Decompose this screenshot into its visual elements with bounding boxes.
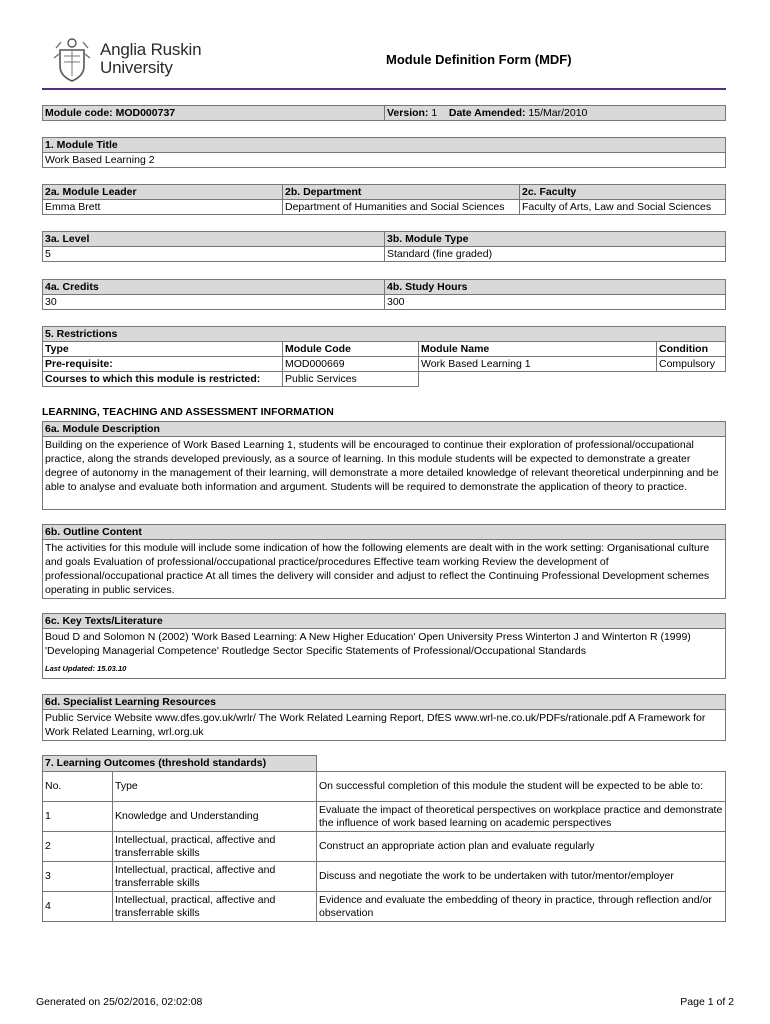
department-value: Department of Humanities and Social Sciences [283,200,520,215]
module-title-heading: 1. Module Title [43,138,726,153]
lo-col-no: No. [43,772,113,802]
module-description-text: Building on the experience of Work Based Learning 1, students will be encouraged to continue their exploration of professional/occupational practice, along the strands developed previously, as a source of learning. In this module students will be expected to demonstrate a greater degree of autonomy in the management of their learning, will demonstrate a more detailed knowledge of relevant theoretical underpinning and be able to analyse and evaluate both information and argument. Students will be required to demonstrate the application of theory to practice. [42,437,726,510]
form-title: Module Definition Form (MDF) [386,52,572,67]
prerequisite-name: Work Based Learning 1 [419,357,657,372]
courses-restricted-label: Courses to which this module is restricted: [43,372,283,387]
learning-resources-heading: 6d. Specialist Learning Resources [42,694,726,710]
restrictions-block [42,326,726,387]
header-divider [42,88,726,90]
table-row [43,862,726,892]
key-texts-block [42,613,726,679]
lo-type: Intellectual, practical, affective and transferrable skills [113,892,317,922]
learning-resources-block [42,694,726,741]
lta-section-title: LEARNING, TEACHING AND ASSESSMENT INFORMATION [42,406,334,418]
module-info-block [42,105,726,121]
page-number: Page 1 of 2 [680,996,734,1008]
version-label: Version: [387,107,429,119]
learning-outcomes-block [42,755,726,922]
outline-content-text: The activities for this module will include some indication of how the following elements are dealt with in the work setting: Organisational culture and goals Evaluation of professional/occupational practice/procedures Effective team working Review the development of professional/occupational practice At all times the delivery will consider and adjust to reflect the Continuing Professional Development schemes operating in public services. [42,540,726,599]
lo-number: 1 [43,802,113,832]
module-type-value: Standard (fine graded) [385,247,726,262]
outline-content-block [42,524,726,599]
level-value: 5 [43,247,385,262]
table-row [43,832,726,862]
credits-value: 30 [43,295,385,310]
generated-timestamp: Generated on 25/02/2016, 02:02:08 [36,996,203,1008]
key-texts-heading: 6c. Key Texts/Literature [42,613,726,629]
restrictions-col-type: Type [43,342,283,357]
university-logo [52,36,212,84]
study-hours-value: 300 [385,295,726,310]
leader-dept-faculty-block [42,184,726,215]
key-texts-text: Boud D and Solomon N (2002) 'Work Based Learning: A New Higher Education' Open University Press Winterton J and Winterton R (1999) 'Developing Managerial Competence' Routledge Sector Specific Statements of Professional/Occupational Standards [45,631,691,657]
prerequisite-condition: Compulsory [657,357,726,372]
restrictions-heading: 5. Restrictions [43,327,726,342]
study-hours-heading: 4b. Study Hours [385,280,726,295]
lo-col-type: Type [113,772,317,802]
lo-type: Intellectual, practical, affective and transferrable skills [113,832,317,862]
lo-description: Evidence and evaluate the embedding of theory in practice, through reflection and/or observation [317,892,726,922]
date-amended-value: 15/Mar/2010 [528,107,588,119]
date-amended-label: Date Amended: [448,107,526,119]
credits-hours-block [42,279,726,310]
prerequisite-label: Pre-requisite: [43,357,283,372]
lo-number: 4 [43,892,113,922]
credits-heading: 4a. Credits [43,280,385,295]
outline-content-heading: 6b. Outline Content [42,524,726,540]
last-updated-note: Last Updated: 15.03.10 [45,664,127,673]
module-description-heading: 6a. Module Description [42,421,726,437]
restrictions-col-name: Module Name [419,342,657,357]
lo-description: Evaluate the impact of theoretical perspectives on workplace practice and demonstrate the influence of work based learning on academic perspectives [317,802,726,832]
module-code: Module code: MOD000737 [43,106,385,121]
department-heading: 2b. Department [283,185,520,200]
level-heading: 3a. Level [43,232,385,247]
version-value: 1 [431,107,438,119]
lo-number: 2 [43,832,113,862]
table-row [43,892,726,922]
logo-line1: Anglia Ruskin [100,40,202,59]
courses-restricted-value: Public Services [283,372,419,387]
level-type-block [42,231,726,262]
prerequisite-code: MOD000669 [283,357,419,372]
restrictions-col-code: Module Code [283,342,419,357]
learning-resources-text: Public Service Website www.dfes.gov.uk/wrlr/ The Work Related Learning Report, DfES www.wrl-ne.co.uk/PDFs/rationale.pdf A Framework for Work Related Learning, wrl.org.uk [42,710,726,741]
module-title-value: Work Based Learning 2 [43,153,726,168]
learning-outcomes-heading: 7. Learning Outcomes (threshold standards) [43,756,317,772]
module-leader-heading: 2a. Module Leader [43,185,283,200]
lo-number: 3 [43,862,113,892]
restrictions-col-condition: Condition [657,342,726,357]
lo-col-description: On successful completion of this module the student will be expected to be able to: [317,772,726,802]
crest-icon [52,36,92,82]
module-description-block [42,421,726,510]
module-title-block [42,137,726,168]
lo-type: Knowledge and Understanding [113,802,317,832]
lo-type: Intellectual, practical, affective and transferrable skills [113,862,317,892]
faculty-value: Faculty of Arts, Law and Social Sciences [520,200,726,215]
lo-description: Construct an appropriate action plan and evaluate regularly [317,832,726,862]
module-leader-value: Emma Brett [43,200,283,215]
lo-description: Discuss and negotiate the work to be undertaken with tutor/mentor/employer [317,862,726,892]
module-type-heading: 3b. Module Type [385,232,726,247]
version-date-cell [385,106,726,121]
table-row [43,802,726,832]
faculty-heading: 2c. Faculty [520,185,726,200]
logo-line2: University [100,58,173,77]
